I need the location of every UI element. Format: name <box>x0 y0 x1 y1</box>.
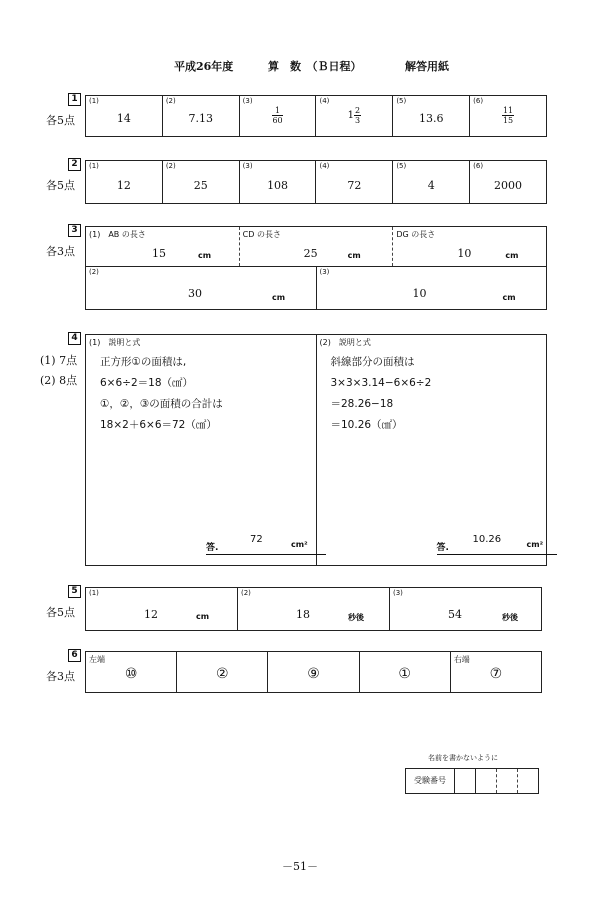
q4-number: 4 <box>68 332 81 345</box>
q6-answer-5: ⑦ <box>489 666 503 682</box>
q6-answer-4: ① <box>398 666 411 682</box>
q3-answer-cd: 25 <box>303 247 318 260</box>
q3-answer-ab: 15 <box>152 247 166 260</box>
q2-points: 各5点 <box>46 179 75 192</box>
q5-answer-1: 12 <box>144 608 158 621</box>
q5-cell-3[interactable]: (3) 54 秒後 <box>393 589 518 622</box>
fraction: $\frac{2}{3}$ <box>355 106 361 125</box>
q2-cell-3[interactable]: (3) 108 <box>240 161 317 203</box>
q2-answer-6: 2000 <box>494 179 523 192</box>
q5-cell-2[interactable]: (2) 18 秒後 <box>238 588 390 630</box>
q1-answer-grid <box>85 95 547 137</box>
q2-cell-4[interactable]: (4) 72 <box>316 161 393 203</box>
q1-answer-1: 14 <box>116 112 131 125</box>
q6-answer-1: ⑩ <box>124 666 138 682</box>
q6-answer-2: ② <box>216 666 229 682</box>
q2-answer-1: 12 <box>116 179 131 192</box>
q1-points: 各5点 <box>46 114 75 127</box>
q2-answer-2: 25 <box>193 179 208 192</box>
header-subject: 算 数 （Ｂ日程） <box>268 60 362 73</box>
q6-points: 各3点 <box>46 670 75 683</box>
q4-right-answer: 答. 10.26 cm² <box>437 538 557 555</box>
q4-left-panel[interactable]: (1) 説明と式 正方形①の面積は, 6×6÷2＝18（㎠） ①，②，③の面積の合計は 18×2＋6×6＝72（㎠） 答. 72 cm² <box>86 335 317 565</box>
q5-answer-3: 54 <box>448 608 462 621</box>
q6-answer-grid <box>85 651 542 693</box>
q4-answer-grid <box>85 334 547 566</box>
exam-digit-4[interactable] <box>518 769 538 793</box>
q2-number: 2 <box>68 158 81 171</box>
q4-points-2: (2) 8点 <box>40 374 78 387</box>
q4-points-1: (1) 7点 <box>40 354 78 367</box>
footer-note: 名前を書かないように <box>428 754 498 762</box>
q1-answer-4: 1 $\frac{2}{3}$ <box>347 106 361 125</box>
q1-cell-1[interactable]: (1) 14 <box>86 96 163 136</box>
q3-cell-ab[interactable]: (1) AB の長さ 15 cm <box>86 227 240 266</box>
q2-cell-2[interactable]: (2) 25 <box>163 161 240 203</box>
q1-cell-5[interactable]: (5) 13.6 <box>393 96 470 136</box>
q1-answer-6 <box>470 106 546 125</box>
q1-answer-3 <box>240 106 316 125</box>
q6-cell-1[interactable]: 左端 ⑩ <box>86 652 177 692</box>
exam-digit-1[interactable] <box>455 769 476 793</box>
q2-answer-grid <box>85 160 547 204</box>
q3-answer-dg: 10 <box>457 247 472 260</box>
fraction: $\frac{1}{60}$ <box>272 106 283 125</box>
q3-row1-grid <box>85 226 547 267</box>
q1-answer-2: 7.13 <box>188 112 213 125</box>
q5-cell-1[interactable]: (1) 12 cm <box>86 588 238 630</box>
q3-number: 3 <box>68 224 81 237</box>
q2-answer-3: 108 <box>267 179 289 192</box>
q2-answer-5: 4 <box>427 179 435 192</box>
q1-cell-3[interactable]: (3) $\frac{1}{60}$ <box>240 96 317 136</box>
q6-number: 6 <box>68 649 81 662</box>
q3-cell-3[interactable]: (3) 10 cm <box>319 268 516 302</box>
q3-cell-cd[interactable]: CD の長さ 25 cm <box>240 227 394 266</box>
q6-cell-5[interactable]: 右端 ⑦ <box>451 652 541 692</box>
q4-left-work: 正方形①の面積は, 6×6÷2＝18（㎠） ①，②，③の面積の合計は 18×2＋6×6＝72（㎠） <box>100 356 223 431</box>
exam-number-box <box>405 768 539 794</box>
exam-number-label: 受験番号 <box>406 769 455 793</box>
q3-answer-3: 10 <box>412 287 427 300</box>
fraction: $\frac{11}{15}$ <box>502 106 514 125</box>
q3-cell-dg[interactable]: DG の長さ 10 cm <box>396 230 519 260</box>
q6-cell-4[interactable] <box>360 652 451 692</box>
q3-answer-2: 30 <box>188 287 202 300</box>
q3-cell-2[interactable]: (2) 30 cm <box>86 267 317 309</box>
header-year: 平成26年度 <box>174 60 234 73</box>
q6-cell-2[interactable] <box>177 652 268 692</box>
q3-row2-grid <box>85 266 547 310</box>
header-sheet: 解答用紙 <box>405 60 449 73</box>
q5-answer-2: 18 <box>296 608 310 621</box>
q2-answer-4: 72 <box>347 179 362 192</box>
q5-points: 各5点 <box>46 606 75 619</box>
q5-answer-grid <box>85 587 542 631</box>
q1-number: 1 <box>68 93 81 106</box>
q4-right-work: 斜線部分の面積は 3×3×3.14−6×6÷2 ＝28.26−18 ＝10.26（㎠） <box>330 356 432 431</box>
q6-answer-3: ⑨ <box>307 666 320 682</box>
q1-cell-2[interactable]: (2) 7.13 <box>163 96 240 136</box>
q1-cell-6[interactable]: (6) $\frac{11}{15}$ <box>470 96 546 136</box>
page-number: －51－ <box>282 860 318 873</box>
q2-cell-6[interactable]: (6) 2000 <box>470 161 546 203</box>
q2-cell-5[interactable]: (5) 4 <box>393 161 470 203</box>
q6-cell-3[interactable] <box>268 652 359 692</box>
q5-number: 5 <box>68 585 81 598</box>
exam-digit-3[interactable] <box>497 769 518 793</box>
q1-cell-4[interactable]: (4) 1 $\frac{2}{3}$ <box>316 96 393 136</box>
q2-cell-1[interactable]: (1) 12 <box>86 161 163 203</box>
q4-right-panel[interactable]: (2) 説明と式 斜線部分の面積は 3×3×3.14−6×6÷2 ＝28.26−18 ＝10.26（㎠） 答. 10.26 cm² <box>317 335 547 565</box>
q1-answer-5: 13.6 <box>418 112 444 125</box>
q4-left-answer: 答. 72 cm² <box>206 538 326 555</box>
q3-points: 各3点 <box>46 245 75 258</box>
exam-digit-2[interactable] <box>476 769 497 793</box>
